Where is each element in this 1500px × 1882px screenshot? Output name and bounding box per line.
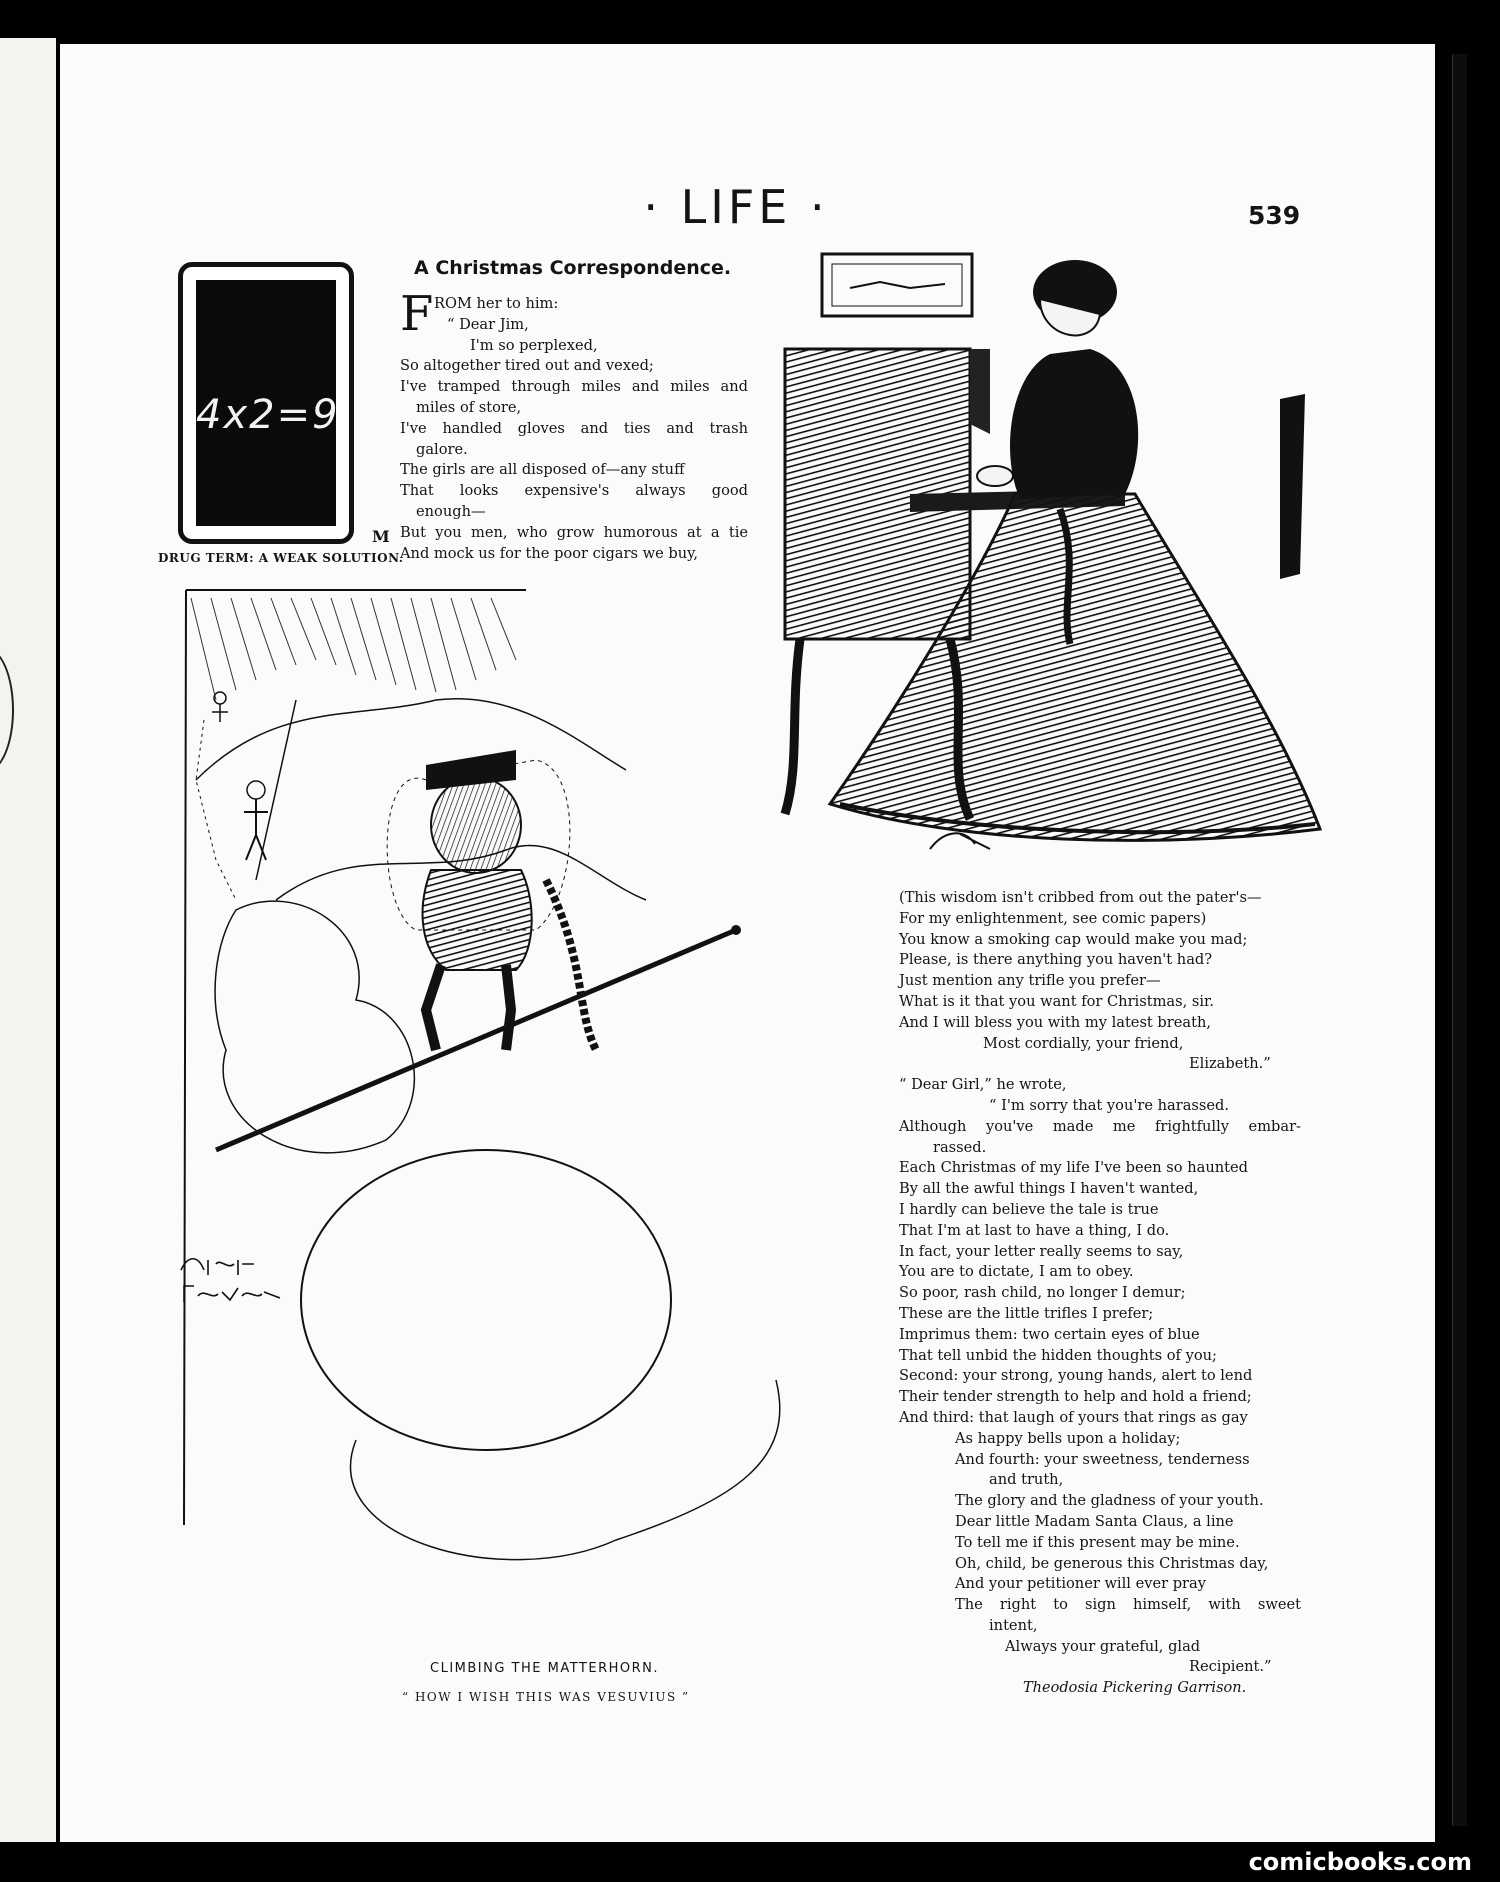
poem-line: intent, [989,1616,1038,1634]
facing-page-edge [0,38,56,1842]
facing-page-drawing-fragment [0,648,14,772]
slate-board [196,280,340,526]
poem-title: A Christmas Correspondence. [414,257,732,279]
page-number: 539 [1248,201,1301,230]
poem-line: And mock us for the poor cigars we buy, [400,544,699,562]
illustration-quote: “ HOW I WISH THIS WAS VESUVIUS ” [402,1690,690,1704]
mountain-sky-hatching [191,598,516,700]
poem-line: Just mention any trifle you prefer— [899,972,1161,990]
drop-cap: F [400,286,434,342]
poem-column-1 [400,294,748,564]
poem-line: miles of store, [416,398,522,416]
poem-line: Please, is there anything you haven't had? [899,951,1213,969]
poem-line: You are to dictate, I am to obey. [899,1263,1134,1281]
page-edge-shadow [1452,54,1467,1826]
distant-climbers [196,692,296,900]
poem-line: For my enlightenment, see comic papers) [899,909,1207,927]
poem-line: You know a smoking cap would make you mad; [899,930,1248,948]
poem-line: To tell me if this present may be mine. [955,1533,1240,1551]
slate-writing: 4x2=9 [196,392,340,438]
site-watermark: comicbooks.com [1248,1848,1472,1876]
slate-illustration [178,262,354,544]
poem-line: By all the awful things I haven't wanted, [899,1180,1199,1198]
poem-line: So poor, rash child, no longer I demur; [899,1284,1186,1302]
poem-line: The glory and the gladness of your youth. [955,1492,1264,1510]
slate-caption: DRUG TERM: A WEAK SOLUTION. [158,551,404,565]
poem-line: In fact, your letter really seems to say, [899,1242,1184,1260]
artist-signature-levering [181,1259,280,1302]
poem-line: “ Dear Jim, [447,315,529,333]
poem-column-2 [899,888,1301,1699]
poem-line: (This wisdom isn't cribbed from out the pater's— [899,889,1262,906]
poem-line: Dear little Madam Santa Claus, a line [955,1512,1234,1530]
main-climber [216,750,780,1560]
illustration-caption: CLIMBING THE MATTERHORN. [430,1661,660,1676]
poem-line: Imprimus them: two certain eyes of blue [899,1325,1200,1343]
poem-line: Each Christmas of my life I've been so haunted [899,1159,1248,1177]
poem-line: ROM her to him: [434,295,559,312]
masthead: · LIFE · [643,180,829,234]
poem-line: “ I'm sorry that you're harassed. [989,1096,1229,1114]
poem-line: And third: that laugh of yours that rings as gay [899,1408,1248,1426]
poem-line: Although you've made me frightfully embar- [899,1117,1301,1135]
poem-line: And I will bless you with my latest breath, [899,1013,1211,1031]
poem-line: That tell unbid the hidden thoughts of you; [899,1346,1217,1364]
poem-line: What is it that you want for Christmas, sir. [899,992,1215,1010]
poem-line: The girls are all disposed of—any stuff [400,461,685,479]
poem-line: Elizabeth.” [1189,1055,1271,1073]
poem-line: The right to sign himself, with sweet [955,1596,1301,1614]
poem-line: Their tender strength to help and hold a friend; [899,1388,1252,1406]
poem-line: Always your grateful, glad [1005,1637,1201,1655]
poem-line: Most cordially, your friend, [983,1034,1184,1052]
wall-picture [822,254,972,316]
poem-line: These are the little trifles I prefer; [899,1304,1154,1322]
poem-line: galore. [416,440,468,458]
chair [1280,394,1305,579]
poem-line: So altogether tired out and vexed; [400,357,654,375]
poem-line: rassed. [933,1138,987,1156]
poem-line: I'm so perplexed, [470,336,598,354]
poem-line: But you men, who grow humorous at a tie [400,523,748,541]
poem-author: Theodosia Pickering Garrison. [1023,1680,1247,1697]
poem-line: I hardly can believe the tale is true [899,1200,1159,1218]
climbing-matterhorn-illustration [176,580,956,1652]
poem-line: That looks expensive's always good [400,482,748,500]
poem-line: and truth, [989,1471,1064,1489]
artist-monogram: M [372,527,390,546]
poem-line: Second: your strong, young hands, alert to lend [899,1367,1253,1385]
poem-line: enough— [416,502,486,520]
poem-line: “ Dear Girl,” he wrote, [899,1076,1067,1094]
poem-line: I've tramped through miles and miles and [400,378,748,396]
poem-line: Oh, child, be generous this Christmas day, [955,1554,1269,1572]
poem-line: That I'm at last to have a thing, I do. [899,1221,1170,1239]
poem-line: Recipient.” [1189,1658,1272,1676]
poem-line: I've handled gloves and ties and trash [400,419,748,437]
poem-line: As happy bells upon a holiday; [955,1429,1181,1447]
poem-line: And your petitioner will ever pray [955,1575,1206,1593]
poem-line: And fourth: your sweetness, tenderness [955,1450,1250,1468]
